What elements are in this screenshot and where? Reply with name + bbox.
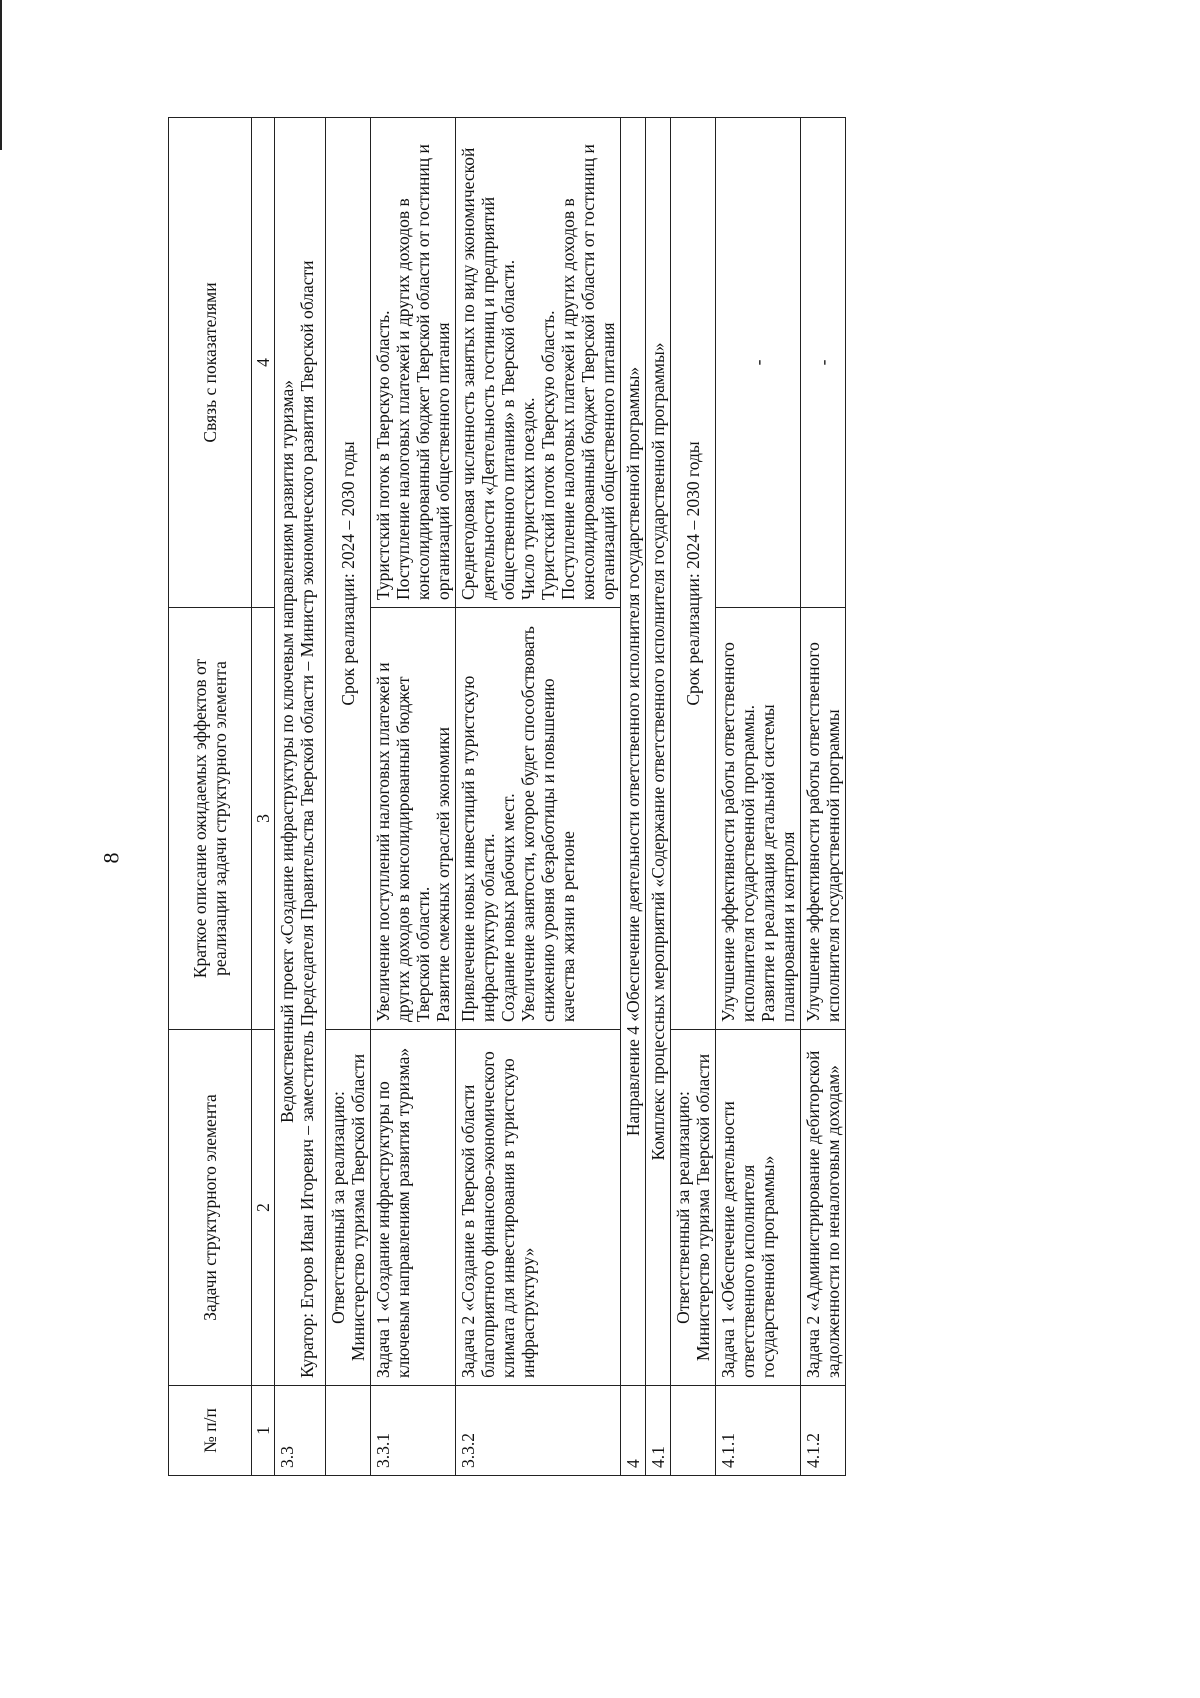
- indicators-cell: [371, 118, 456, 608]
- rotated-table-page: [168, 118, 1038, 1476]
- empty-cell: [326, 1386, 371, 1476]
- indicator-line: Поступление налоговых платежей и других доходов в консолидированный бюджет Тверской области от гостиниц и организаций общественного питания: [393, 144, 453, 600]
- header-indicators: Связь с показателями: [169, 118, 252, 608]
- project-row: [275, 118, 326, 1476]
- task-row: [716, 118, 801, 1476]
- column-number-2: 2: [252, 1030, 275, 1386]
- responsible-label: Ответственный за реализацию:: [673, 1091, 693, 1324]
- indicator-line: Среднегодовая численность занятых по виду экономической деятельности «Деятельность гостиниц и предприятий общественного питания» в Тверской области.: [458, 147, 518, 600]
- effects-cell: [716, 608, 801, 1030]
- responsible-row: [671, 118, 716, 1476]
- project-curator: Куратор: Егоров Иван Игоревич – заместитель Председателя Правительства Тверской области – Министр экономического развития Тверской области: [297, 260, 317, 1378]
- header-tasks: Задачи структурного элемента: [169, 1030, 252, 1386]
- task-cell: Задача 1 «Создание инфраструктуры по ключевым направлениям развития туризма»: [371, 1030, 456, 1386]
- complex-title: Комплекс процессных мероприятий «Содержание ответственного исполнителя государственной программы»: [646, 118, 671, 1386]
- header-number: № п/п: [169, 1386, 252, 1476]
- effects-cell: [801, 608, 846, 1030]
- direction-title: Направление 4 «Обеспечение деятельности ответственного исполнителя государственной программы»: [621, 118, 646, 1386]
- row-number: 4.1.2: [801, 1386, 846, 1476]
- task-row: [456, 118, 621, 1476]
- task-row: [801, 118, 846, 1476]
- indicator-line: Число туристских поездок.: [518, 397, 538, 600]
- column-number-4: 4: [252, 118, 275, 608]
- effect-line: Увеличение поступлений налоговых платежей и других доходов в консолидированный бюджет Тверской области.: [373, 662, 433, 1022]
- row-number: 3.3: [275, 1386, 326, 1476]
- task-cell: Задача 2 «Администрирование дебиторской задолженности по неналоговым доходам»: [801, 1030, 846, 1386]
- project-cell: [275, 118, 326, 1386]
- task-cell: Задача 2 «Создание в Тверской области благоприятного финансово-экономического климата для инвестирования в туристскую инфраструктуру»: [456, 1030, 621, 1386]
- row-number: 4.1: [646, 1386, 671, 1476]
- responsible-row: [326, 118, 371, 1476]
- direction-row: [621, 118, 646, 1476]
- effect-line: Развитие смежных отраслей экономики: [433, 726, 453, 1022]
- column-number-row: [252, 118, 275, 1476]
- effect-line: Развитие и реализация детальной системы планирования и контроля: [758, 704, 798, 1022]
- task-cell: Задача 1 «Обеспечение деятельности ответственного исполнителя государственной программы»: [716, 1030, 801, 1386]
- structural-elements-table: [168, 117, 846, 1476]
- effect-line: Улучшение эффективности работы ответственного исполнителя государственной программы.: [718, 642, 758, 1022]
- effects-cell: [456, 608, 621, 1030]
- indicator-line: Туристский поток в Тверскую область.: [373, 310, 393, 600]
- indicator-line: Поступление налоговых платежей и других доходов в консолидированный бюджет Тверской области от гостиниц и организаций общественного питания: [558, 144, 618, 600]
- indicator-line: Туристский поток в Тверскую область.: [538, 310, 558, 600]
- effect-line: Улучшение эффективности работы ответственного исполнителя государственной программы: [803, 642, 843, 1022]
- column-number-1: 1: [252, 1386, 275, 1476]
- task-row: [371, 118, 456, 1476]
- complex-row: [646, 118, 671, 1476]
- responsible-label: Ответственный за реализацию:: [328, 1091, 348, 1324]
- row-number: 3.3.2: [456, 1386, 621, 1476]
- effect-line: Привлечение новых инвестиций в туристскую инфраструктуру области.: [458, 675, 498, 1022]
- effect-line: Создание новых рабочих мест.: [498, 793, 518, 1022]
- responsible-cell: [326, 1030, 371, 1386]
- project-title: Ведомственный проект «Создание инфраструктуры по ключевым направлениям развития туризма»: [277, 379, 297, 1124]
- responsible-org: Министерство туризма Тверской области: [693, 1053, 713, 1362]
- indicators-cell: [456, 118, 621, 608]
- page-number: 8: [98, 852, 124, 864]
- effects-cell: [371, 608, 456, 1030]
- indicators-cell: -: [716, 118, 801, 608]
- responsible-cell: [671, 1030, 716, 1386]
- responsible-org: Министерство туризма Тверской области: [348, 1053, 368, 1362]
- row-number: 3.3.1: [371, 1386, 456, 1476]
- column-number-3: 3: [252, 608, 275, 1030]
- row-number: 4: [621, 1386, 646, 1476]
- header-effects: Краткое описание ожидаемых эффектов от реализации задачи структурного элемента: [169, 608, 252, 1030]
- row-number: 4.1.1: [716, 1386, 801, 1476]
- term-cell: Срок реализации: 2024 – 2030 годы: [671, 118, 716, 1030]
- empty-cell: [671, 1386, 716, 1476]
- indicators-cell: -: [801, 118, 846, 608]
- term-cell: Срок реализации: 2024 – 2030 годы: [326, 118, 371, 1030]
- header-row: [169, 118, 252, 1476]
- scan-edge: [0, 0, 2, 150]
- effect-line: Увеличение занятости, которое будет способствовать снижению уровня безработицы и повышению качества жизни в регионе: [518, 626, 578, 1022]
